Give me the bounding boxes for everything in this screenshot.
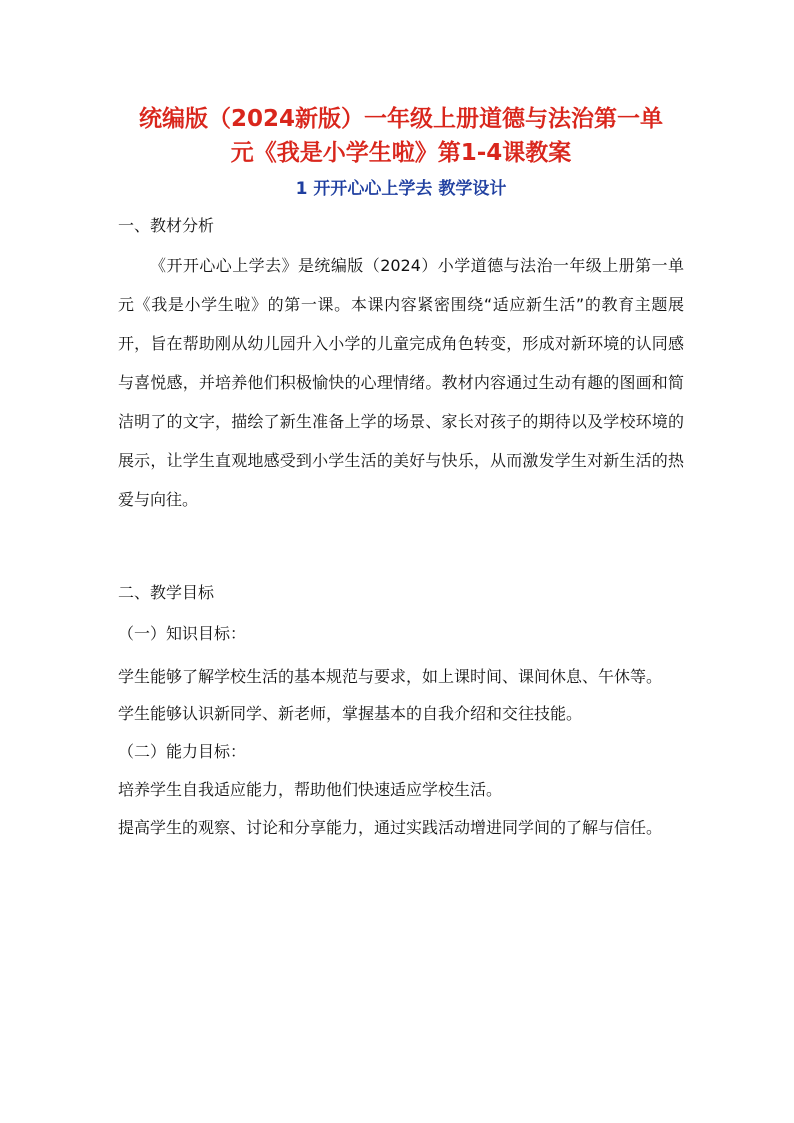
- knowledge-goal-2: 学生能够认识新同学、新老师，掌握基本的自我介绍和交往技能。: [118, 704, 583, 723]
- section-heading-textbook-analysis: 一、教材分析: [118, 216, 215, 235]
- section-heading-teaching-goals: 二、教学目标: [118, 583, 215, 602]
- lesson-subtitle: 1 开开心心上学去 教学设计: [295, 179, 507, 199]
- ability-goal-1: 培养学生自我适应能力，帮助他们快速适应学校生活。: [118, 780, 503, 799]
- subsection-heading-knowledge-goals: （一）知识目标：: [118, 624, 247, 643]
- ability-goal-2: 提高学生的观察、讨论和分享能力，通过实践活动增进同学间的了解与信任。: [118, 818, 663, 837]
- title-line-2: 元《我是小学生啦》第1-4课教案: [230, 140, 572, 166]
- knowledge-goal-1: 学生能够了解学校生活的基本规范与要求，如上课时间、课间休息、午休等。: [118, 667, 663, 686]
- document-title: [118, 102, 684, 170]
- textbook-analysis-paragraph: 《开开心心上学去》是统编版（2024）小学道德与法治一年级上册第一单元《我是小学生啦》的第一课。本课内容紧密围绕“适应新生活”的教育主题展开，旨在帮助刚从幼儿园升入小学的儿童完成角色转变，形成对新环境的认同感与喜悦感，并培养他们积极愉快的心理情绪。教材内容通过生动有趣的图画和简洁明了的文字，描绘了新生准备上学的场景、家长对孩子的期待以及学校环境的展示，让学生直观地感受到小学生活的美好与快乐，从而激发学生对新生活的热爱与向往。: [118, 256, 684, 509]
- subsection-heading-ability-goals: （二）能力目标：: [118, 742, 247, 761]
- title-line-1: 统编版（2024新版）一年级上册道德与法治第一单: [138, 106, 663, 132]
